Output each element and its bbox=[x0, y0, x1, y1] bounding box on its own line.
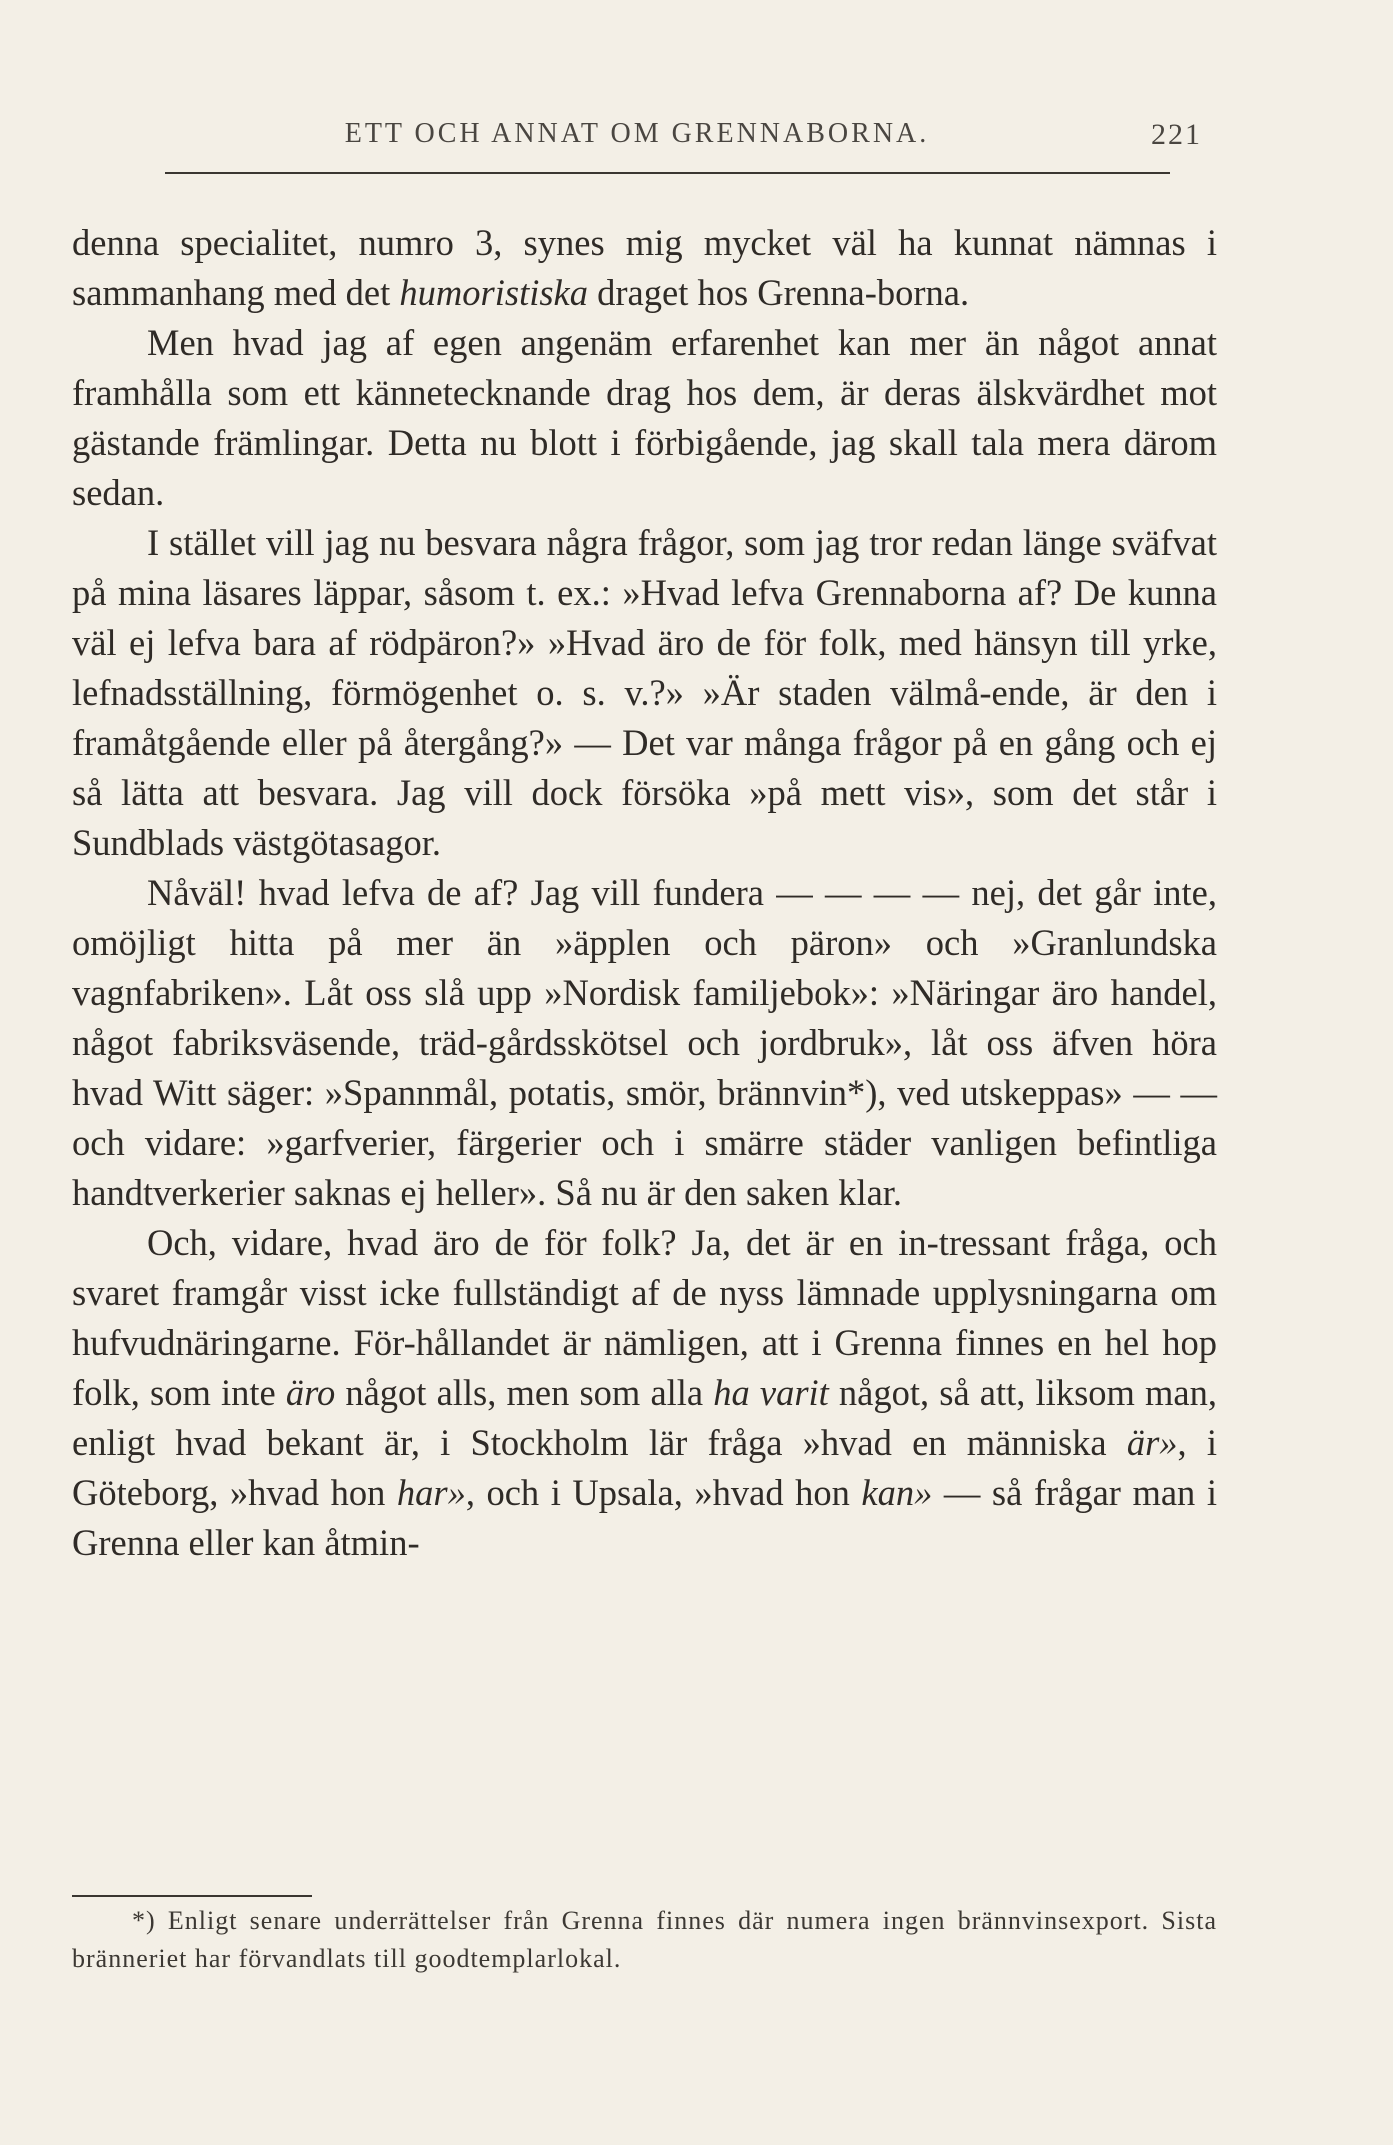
p5-text-a: Och, vidare, hvad äro de för folk? Ja, det är en in-tressant fråga, och svaret framgår visst icke fullständigt af de nyss lämnade upplysningarna om hufvudnäringarne. För-hållandet är nämligen, att i Grenna finnes en hel hop folk, som inte bbox=[72, 1222, 1217, 1413]
p5-text-f: — så frågar man i Grenna eller kan åtmin- bbox=[72, 1472, 1217, 1563]
p5-text-d: , i Göteborg, »hvad hon bbox=[72, 1422, 1217, 1513]
footnote bbox=[72, 1902, 1217, 1978]
paragraph-1 bbox=[72, 218, 1217, 318]
running-head bbox=[72, 118, 1202, 158]
page-number: 221 bbox=[1151, 118, 1202, 151]
p5-italic-3: är» bbox=[1126, 1422, 1178, 1463]
footnote-rule bbox=[72, 1895, 312, 1897]
p5-italic-2: ha varit bbox=[713, 1372, 829, 1413]
p1-italic: humoristiska bbox=[399, 272, 589, 313]
running-title: ETT OCH ANNAT OM GRENNABORNA. bbox=[344, 118, 930, 149]
p5-text-e: , och i Upsala, »hvad hon bbox=[465, 1472, 862, 1513]
p5-italic-5: kan» bbox=[861, 1472, 933, 1513]
p5-italic-4: har» bbox=[396, 1472, 466, 1513]
paragraph-3: I stället vill jag nu besvara några frågor, som jag tror redan länge sväfvat på mina läsares läppar, såsom t. ex.: »Hvad lefva Grennaborna af? De kunna väl ej lefva bara af rödpäron?» »Hvad äro de för folk, med hänsyn till yrke, lefnadsställning, förmögenhet o. s. v.?» »Är staden välmå-ende, är den i framåtgående eller på återgång?» — Det var många frågor på en gång och ej så lätta att besvara. Jag vill dock försöka »på mett vis», som det står i Sundblads västgötasagor. bbox=[72, 522, 1217, 863]
p1-text-b: draget hos Grenna-borna. bbox=[588, 272, 970, 313]
p5-text-c: något, så att, liksom man, enligt hvad bekant är, i Stockholm lär fråga »hvad en människa bbox=[72, 1372, 1217, 1463]
p5-text-b: något alls, men som alla bbox=[335, 1372, 714, 1413]
footnote-text: *) Enligt senare underrättelser från Grenna finnes där numera ingen brännvinsexport. Sista bränneriet har förvandlats till goodtemplarlokal. bbox=[72, 1906, 1217, 1973]
paragraph-4: Nåväl! hvad lefva de af? Jag vill fundera — — — — nej, det går inte, omöjligt hitta på mer än »äpplen och päron» och »Granlundska vagnfabriken». Låt oss slå upp »Nordisk familjebok»: »Näringar äro handel, något fabriksväsende, träd-gårdsskötsel och jordbruk», låt oss äfven höra hvad Witt säger: »Spannmål, potatis, smör, brännvin*), ved utskeppas» — — och vidare: »garfverier, färgerier och i smärre städer vanligen befintliga handtverkerier saknas ej heller». Så nu är den saken klar. bbox=[72, 872, 1217, 1213]
body-text bbox=[72, 218, 1217, 1568]
paragraph-2: Men hvad jag af egen angenäm erfarenhet kan mer än något annat framhålla som ett kännetecknande drag hos dem, är deras älskvärdhet mot gästande främlingar. Detta nu blott i förbigående, jag skall tala mera därom sedan. bbox=[72, 322, 1217, 513]
p1-text-a: denna specialitet, numro 3, synes mig mycket väl ha kunnat nämnas i sammanhang med det bbox=[72, 222, 1217, 313]
paragraph-5 bbox=[72, 1218, 1217, 1568]
p5-italic-1: äro bbox=[285, 1372, 336, 1413]
header-rule bbox=[165, 172, 1170, 174]
